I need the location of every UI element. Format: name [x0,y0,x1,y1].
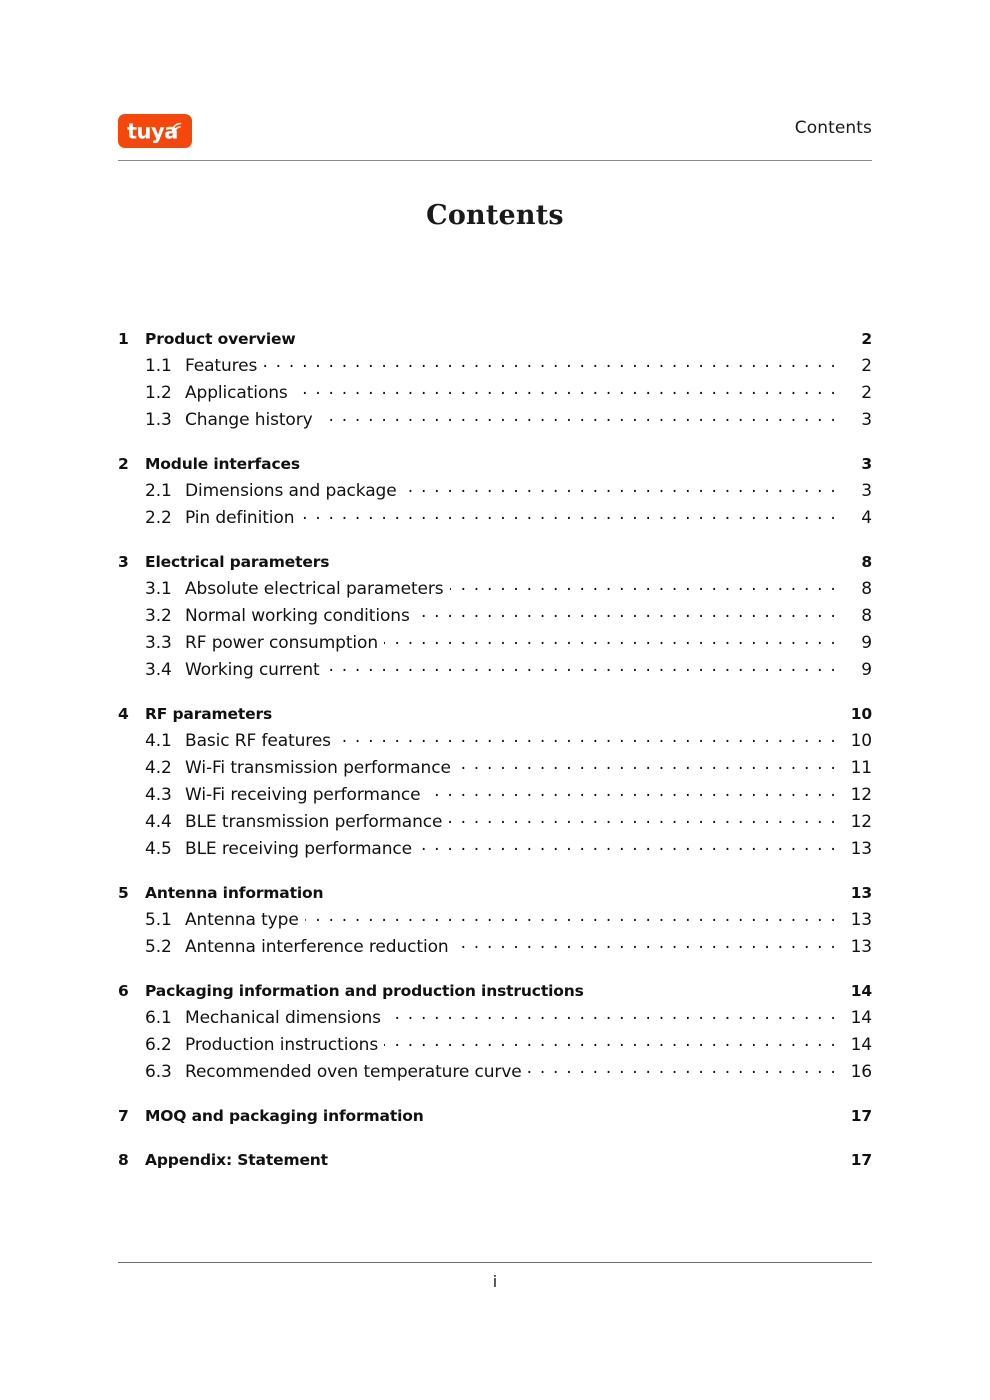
toc-group [118,701,872,863]
wifi-arc-icon [171,119,184,131]
toc-section-page: 10 [850,731,872,751]
footer-page-number: i [492,1272,498,1291]
toc-entry-chapter[interactable] [118,1147,872,1174]
toc-entry-section[interactable] [118,630,872,657]
toc-section-label: Antenna type [185,910,299,930]
toc-entry-section[interactable] [118,809,872,836]
toc-section-number: 6.2 [145,1035,172,1055]
toc-entry-section[interactable] [118,782,872,809]
toc-section-page: 12 [850,785,872,805]
toc-entry-section[interactable] [118,576,872,603]
footer-divider [118,1262,872,1263]
toc-chapter-number: 1 [118,330,129,348]
toc-section-number: 5.1 [145,910,172,930]
toc-entry-chapter[interactable] [118,451,872,478]
toc-section-number: 4.4 [145,812,172,832]
toc-section-page: 16 [850,1062,872,1082]
toc-leader [326,658,837,675]
toc-section-page: 14 [850,1008,872,1028]
toc-section-number: 5.2 [145,937,172,957]
toc-chapter-number: 3 [118,553,129,571]
logo-wordmark: tuya [127,119,178,144]
table-of-contents [118,326,872,1174]
header-section-label: Contents [794,118,872,138]
toc-group [118,549,872,684]
toc-entry-chapter[interactable] [118,549,872,576]
toc-entry-chapter[interactable] [118,978,872,1005]
toc-chapter-number: 7 [118,1107,129,1125]
toc-section-page: 13 [850,910,872,930]
toc-chapter-page: 17 [850,1107,872,1125]
toc-entry-section[interactable] [118,407,872,434]
toc-section-label: Dimensions and package [185,481,397,501]
page-title: Contents [426,200,564,231]
toc-section-number: 1.1 [145,356,172,376]
toc-leader [337,729,837,746]
toc-section-label: Normal working conditions [185,606,410,626]
toc-entry-section[interactable] [118,1005,872,1032]
toc-section-number: 2.1 [145,481,172,501]
toc-section-number: 4.2 [145,758,172,778]
toc-section-label: Recommended oven temperature curve [185,1062,522,1082]
toc-entry-chapter[interactable] [118,1103,872,1130]
toc-section-page: 3 [861,410,872,430]
toc-chapter-page: 13 [850,884,872,902]
toc-chapter-page: 14 [850,982,872,1000]
toc-leader [294,381,837,398]
toc-chapter-label: Module interfaces [145,455,300,473]
toc-group [118,880,872,961]
toc-entry-section[interactable] [118,728,872,755]
toc-entry-section[interactable] [118,353,872,380]
toc-chapter-page: 8 [861,553,872,571]
toc-section-number: 6.1 [145,1008,172,1028]
toc-chapter-label: Electrical parameters [145,553,330,571]
toc-section-label: Wi-Fi transmission performance [185,758,451,778]
toc-entry-section[interactable] [118,1032,872,1059]
toc-leader [418,837,837,854]
toc-entry-section[interactable] [118,934,872,961]
toc-entry-section[interactable] [118,1059,872,1086]
toc-chapter-label: Packaging information and production instructions [145,982,584,1000]
toc-section-label: Antenna interference reduction [185,937,449,957]
toc-section-number: 4.3 [145,785,172,805]
toc-section-page: 9 [861,660,872,680]
toc-leader [319,408,837,425]
toc-entry-section[interactable] [118,505,872,532]
toc-leader [305,908,837,925]
header-divider [118,160,872,161]
toc-group [118,978,872,1086]
toc-section-page: 2 [861,383,872,403]
toc-leader [416,604,837,621]
toc-chapter-page: 10 [850,705,872,723]
toc-entry-chapter[interactable] [118,326,872,353]
toc-section-number: 3.1 [145,579,172,599]
toc-section-label: Change history [185,410,313,430]
toc-section-number: 3.4 [145,660,172,680]
toc-leader [450,577,837,594]
toc-section-label: RF power consumption [185,633,379,653]
page-header [118,112,872,164]
toc-entry-section[interactable] [118,603,872,630]
toc-chapter-label: RF parameters [145,705,273,723]
toc-section-page: 14 [850,1035,872,1055]
toc-section-label: Basic RF features [185,731,331,751]
toc-leader [457,756,837,773]
toc-section-page: 2 [861,356,872,376]
toc-section-label: Mechanical dimensions [185,1008,381,1028]
toc-chapter-page: 3 [861,455,872,473]
toc-section-page: 9 [861,633,872,653]
toc-section-page: 3 [861,481,872,501]
toc-entry-chapter[interactable] [118,880,872,907]
toc-section-page: 12 [850,812,872,832]
toc-chapter-label: MOQ and packaging information [145,1107,424,1125]
toc-group [118,1147,872,1174]
toc-section-label: Applications [185,383,288,403]
toc-section-label: Working current [185,660,320,680]
toc-group [118,451,872,532]
toc-section-number: 1.2 [145,383,172,403]
toc-group [118,1103,872,1130]
toc-leader [427,783,838,800]
toc-section-label: Pin definition [185,508,295,528]
toc-chapter-number: 2 [118,455,129,473]
toc-section-label: BLE transmission performance [185,812,443,832]
toc-chapter-label: Antenna information [145,884,324,902]
toc-chapter-label: Product overview [145,330,296,348]
toc-section-number: 4.5 [145,839,172,859]
toc-section-page: 8 [861,606,872,626]
toc-section-number: 2.2 [145,508,172,528]
toc-section-page: 13 [850,937,872,957]
toc-leader [387,1006,837,1023]
toc-section-number: 4.1 [145,731,172,751]
toc-section-page: 11 [850,758,872,778]
toc-chapter-number: 8 [118,1151,129,1169]
toc-section-number: 6.3 [145,1062,172,1082]
toc-entry-chapter[interactable] [118,701,872,728]
toc-leader [403,479,837,496]
toc-section-label: Production instructions [185,1035,379,1055]
toc-chapter-page: 2 [861,330,872,348]
toc-leader [455,935,837,952]
toc-entry-section[interactable] [118,657,872,684]
toc-section-number: 3.2 [145,606,172,626]
toc-section-label: Absolute electrical parameters [185,579,444,599]
toc-section-label: Wi-Fi receiving performance [185,785,421,805]
toc-group [118,326,872,434]
toc-section-number: 3.3 [145,633,172,653]
toc-section-number: 1.3 [145,410,172,430]
toc-section-label: BLE receiving performance [185,839,413,859]
toc-section-page: 4 [861,508,872,528]
toc-section-label: Features [185,356,258,376]
toc-chapter-number: 5 [118,884,129,902]
toc-chapter-label: Appendix: Statement [145,1151,328,1169]
toc-entry-section[interactable] [118,755,872,782]
toc-leader [384,1033,837,1050]
tuya-logo [118,114,192,148]
toc-entry-section[interactable] [118,478,872,505]
toc-leader [300,506,837,523]
toc-section-page: 8 [861,579,872,599]
toc-leader [263,354,837,371]
toc-entry-section[interactable] [118,836,872,863]
toc-chapter-page: 17 [850,1151,872,1169]
toc-section-page: 13 [850,839,872,859]
toc-chapter-number: 4 [118,705,129,723]
toc-leader [448,810,837,827]
toc-entry-section[interactable] [118,907,872,934]
toc-entry-section[interactable] [118,380,872,407]
toc-chapter-number: 6 [118,982,129,1000]
toc-leader [384,631,837,648]
toc-leader [528,1060,837,1077]
